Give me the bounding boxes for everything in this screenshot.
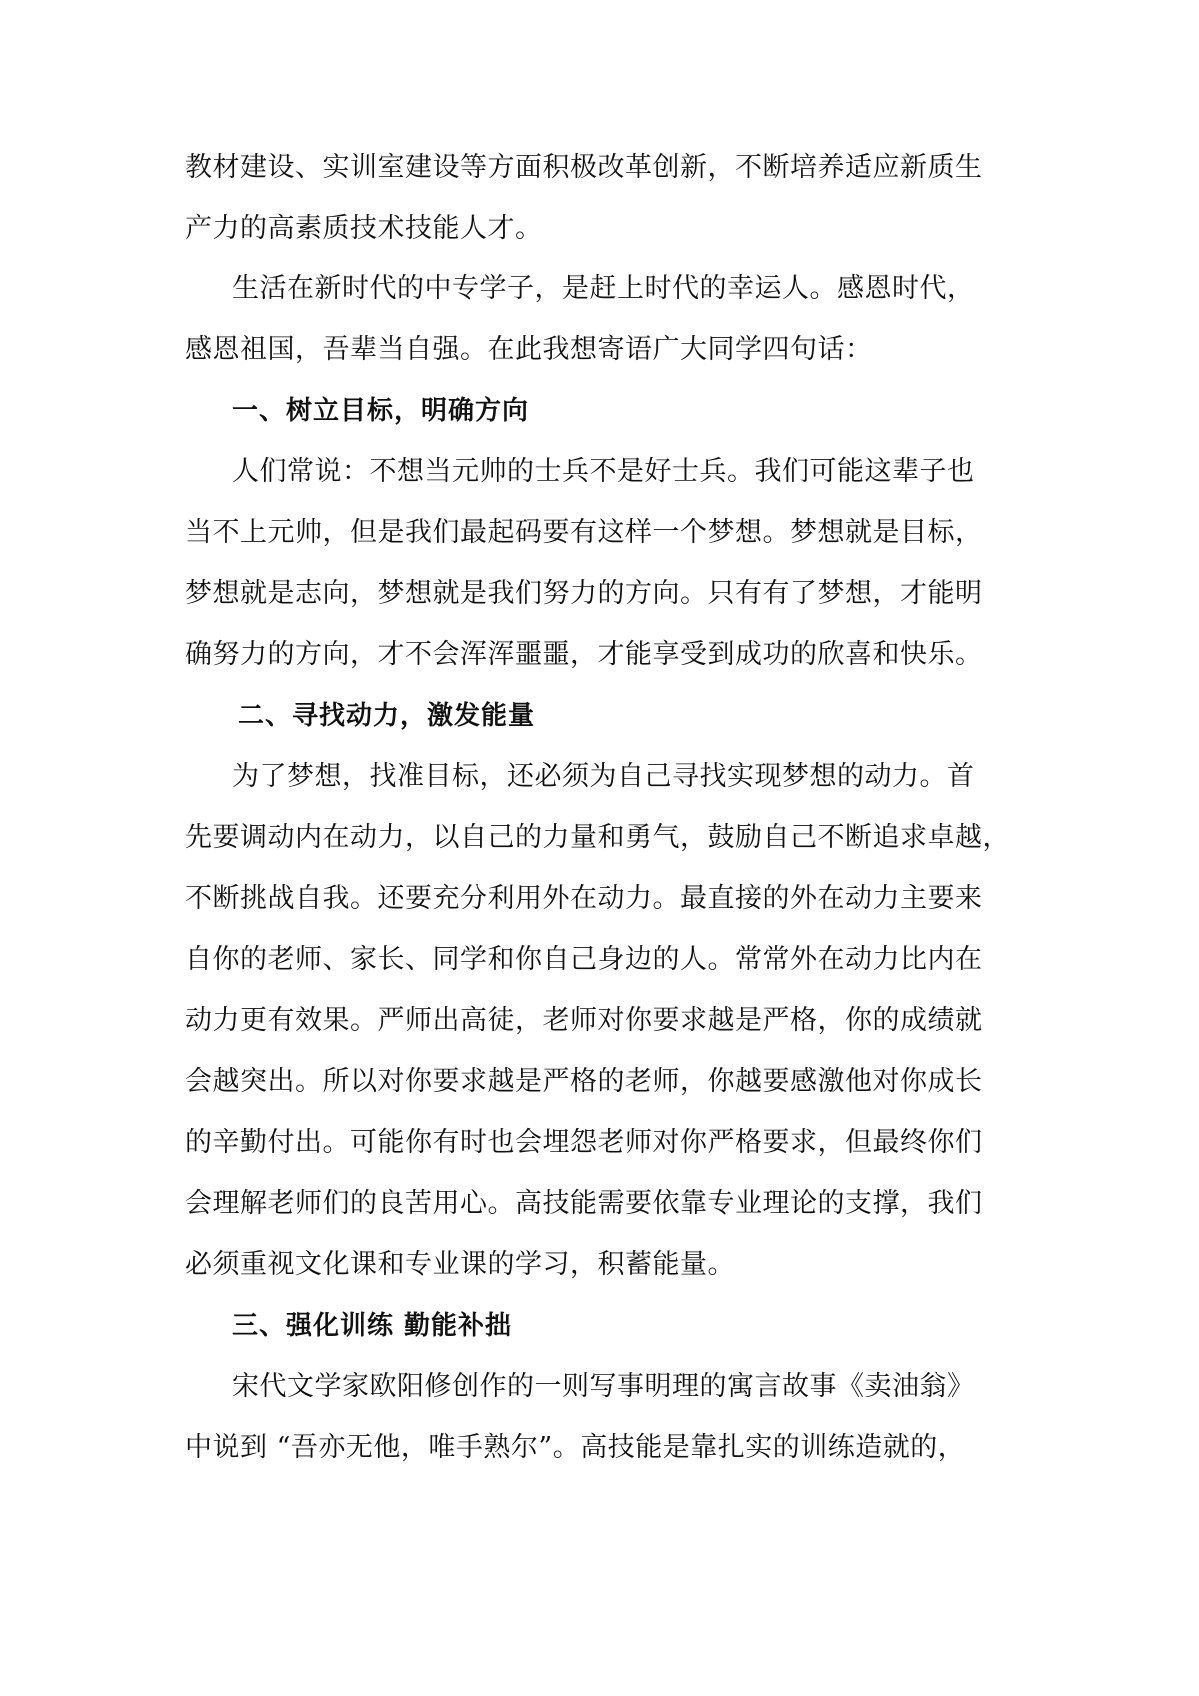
section-heading-1: 一、树立目标，明确方向 bbox=[232, 396, 530, 426]
paragraph-line: 会越突出。所以对你要求越是严格的老师，你越要感激他对你成长 bbox=[185, 1066, 983, 1097]
paragraph-line: 人们常说：不想当元帅的士兵不是好士兵。我们可能这辈子也 bbox=[232, 456, 975, 487]
paragraph-line: 生活在新时代的中专学子，是赶上时代的幸运人。感恩时代， bbox=[232, 273, 975, 304]
section-heading-3: 三、强化训练 勤能补拙 bbox=[232, 1311, 513, 1341]
paragraph-line: 中说到 “吾亦无他，唯手熟尔”。高技能是靠扎实的训练造就的， bbox=[185, 1432, 966, 1463]
paragraph-line: 自你的老师、家长、同学和你自己身边的人。常常外在动力比内在 bbox=[185, 944, 983, 975]
paragraph-line: 确努力的方向，才不会浑浑噩噩，才能享受到成功的欣喜和快乐。 bbox=[185, 639, 983, 670]
paragraph-line: 先要调动内在动力，以自己的力量和勇气，鼓励自己不断追求卓越， bbox=[185, 822, 1010, 853]
paragraph-line: 动力更有效果。严师出高徒，老师对你要求越是严格，你的成绩就 bbox=[185, 1005, 983, 1036]
paragraph-line: 教材建设、实训室建设等方面积极改革创新，不断培养适应新质生 bbox=[185, 152, 983, 183]
paragraph-line: 会理解老师们的良苦用心。高技能需要依靠专业理论的支撑，我们 bbox=[185, 1188, 983, 1219]
paragraph-line: 产力的高素质技术技能人才。 bbox=[185, 213, 543, 244]
paragraph-line: 梦想就是志向，梦想就是我们努力的方向。只有有了梦想，才能明 bbox=[185, 578, 983, 609]
paragraph-line: 为了梦想，找准目标，还必须为自己寻找实现梦想的动力。首 bbox=[232, 761, 975, 792]
section-heading-2: 二、寻找动力，激发能量 bbox=[238, 701, 536, 731]
paragraph-line: 当不上元帅，但是我们最起码要有这样一个梦想。梦想就是目标， bbox=[185, 517, 983, 548]
paragraph-line: 宋代文学家欧阳修创作的一则写事明理的寓言故事《卖油翁》 bbox=[232, 1371, 975, 1402]
paragraph-line: 感恩祖国，吾辈当自强。在此我想寄语广大同学四句话： bbox=[185, 334, 873, 365]
paragraph-line: 必须重视文化课和专业课的学习，积蓄能量。 bbox=[185, 1249, 735, 1280]
paragraph-line: 不断挑战自我。还要充分利用外在动力。最直接的外在动力主要来 bbox=[185, 883, 983, 914]
paragraph-line: 的辛勤付出。可能你有时也会埋怨老师对你严格要求，但最终你们 bbox=[185, 1127, 983, 1158]
